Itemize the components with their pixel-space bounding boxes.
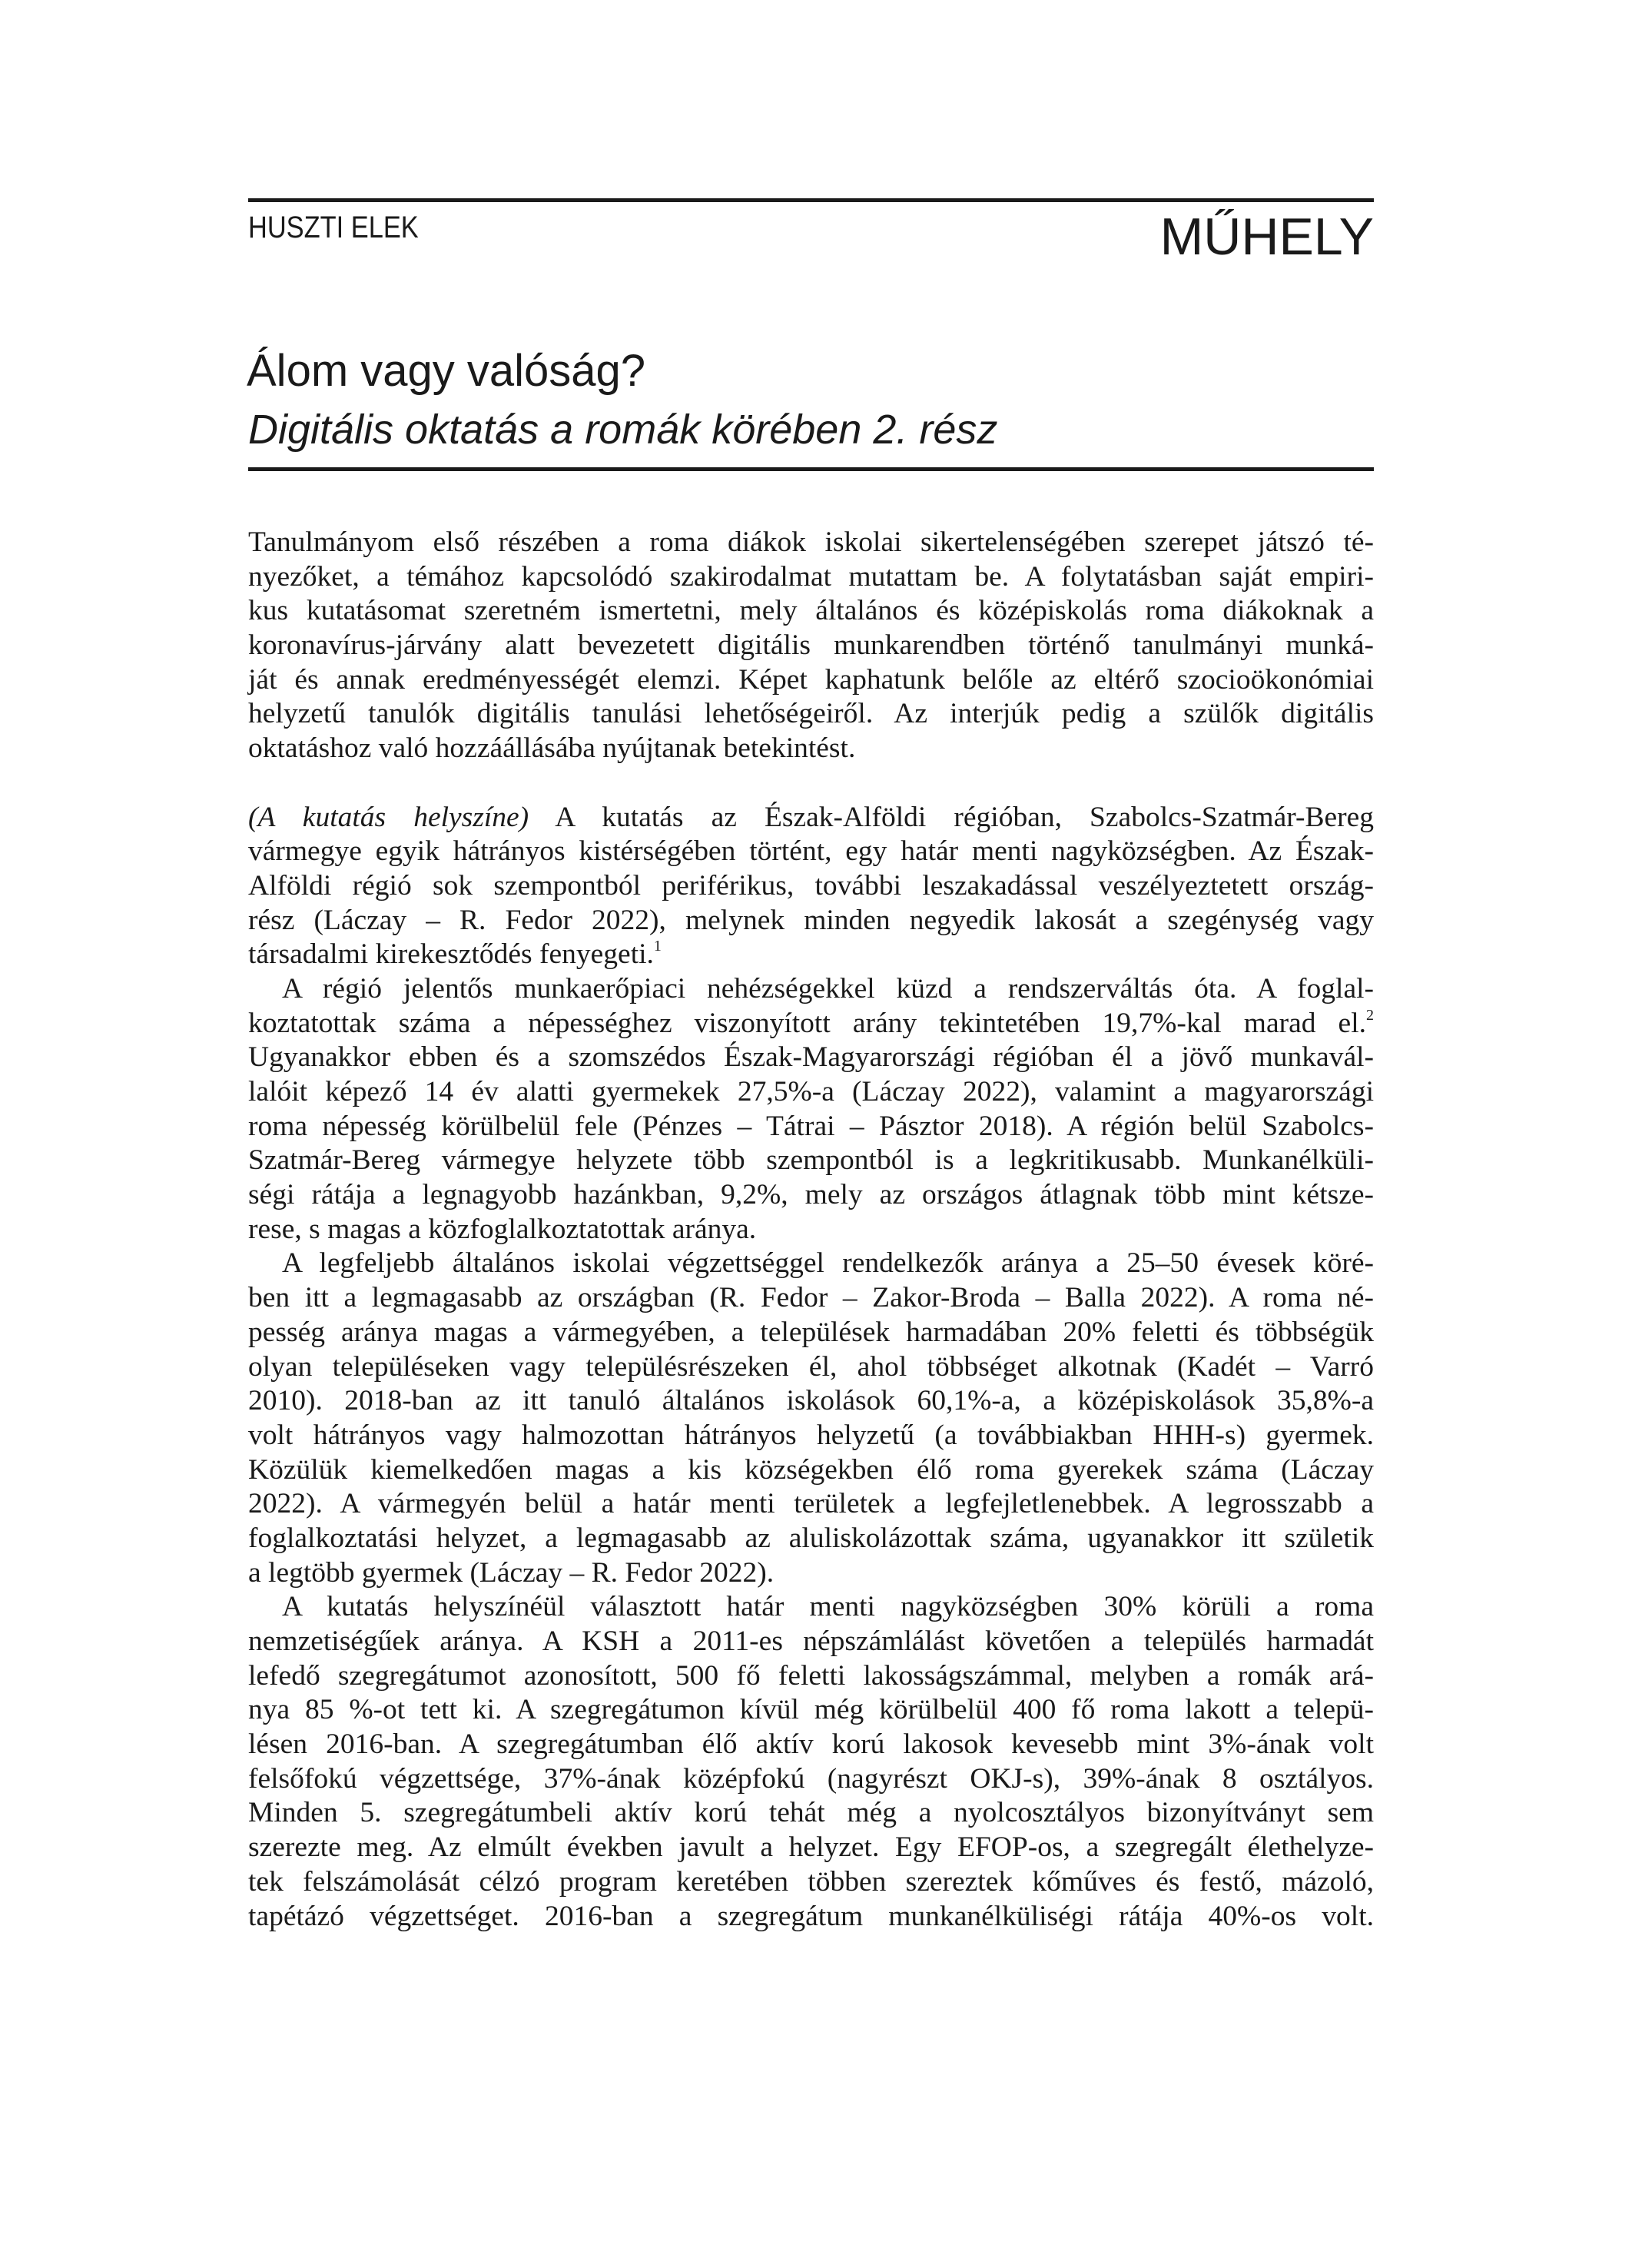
paragraph-research-site — [248, 801, 1374, 972]
text-line: helyzetű tanulók digitális tanulási lehetőségeiről. Az interjúk pedig a szülők digitális — [248, 698, 1374, 730]
text-line: 2022). A vármegyén belül a határ menti területek a legfejletlenebbek. A legrosszabb a — [248, 1488, 1374, 1520]
paragraph-segregate — [248, 1590, 1374, 1934]
text-line: ben itt a legmagasabb az országban (R. Fedor – Zakor-Broda – Balla 2022). A roma né- — [248, 1282, 1374, 1314]
text-line: Alföldi régió sok szempontból periférikus, további leszakadással veszélyeztetett ország- — [248, 869, 1374, 902]
text-line: A kutatás helyszínéül választott határ menti nagyközségben 30% körüli a roma — [282, 1591, 1374, 1623]
text-line: Közülük kiemelkedően magas a kis községekben élő roma gyerekek száma (Láczay — [248, 1453, 1374, 1486]
text-line: lésen 2016-ban. A szegregátumban élő aktív korú lakosok kevesebb mint 3%-ának volt — [248, 1728, 1374, 1761]
text-line — [248, 1007, 1374, 1041]
section-label: MŰHELY — [1159, 208, 1374, 266]
text-line: rész (Láczay – R. Fedor 2022), melynek minden negyedik lakosát a szegénység vagy — [248, 904, 1374, 936]
text-line: oktatáshoz való hozzáállásába nyújtanak betekintést. — [248, 732, 856, 765]
text-segment: koztatottak száma a népességhez viszonyított arány tekintetében 19,7%-kal marad el. — [248, 1007, 1366, 1039]
text-line: Ugyanakkor ebben és a szomszédos Észak-Magyarországi régióban él a jövő munkavál- — [248, 1041, 1374, 1074]
text-line: 2010). 2018-ban az itt tanuló általános iskolások 60,1%-a, a középiskolások 35,8%-a — [248, 1385, 1374, 1417]
text-line: tek felszámolását célzó program keretében többen szereztek kőműves és festő, mázoló, — [248, 1865, 1374, 1898]
text-line: a legtöbb gyermek (Láczay – R. Fedor 2022). — [248, 1556, 775, 1589]
text-line: nemzetiségűek aránya. A KSH a 2011-es népszámlálást követően a település harmadát — [248, 1625, 1374, 1657]
text-segment: társadalmi kirekesztődés fenyegeti. — [248, 938, 654, 971]
text-line: foglalkoztatási helyzet, a legmagasabb az aluliskolázottak száma, ugyanakkor itt születik — [248, 1522, 1374, 1554]
text-line: ját és annak eredményességét elemzi. Képet kaphatunk belőle az eltérő szocioökonómiai — [248, 663, 1374, 696]
header-rule — [248, 198, 1374, 202]
text-line: lalóit képező 14 év alatti gyermekek 27,5%-a (Láczay 2022), valamint a magyarországi — [248, 1076, 1374, 1107]
text-line: Szatmár-Bereg vármegye helyzete több szempontból is a legkritikusabb. Munkanélküli- — [248, 1144, 1374, 1177]
title-rule — [248, 467, 1374, 471]
text-line: felsőfokú végzettsége, 37%-ának középfokú (nagyrészt OKJ-s), 39%-ának 8 osztályos. — [248, 1762, 1374, 1795]
text-line: A legfeljebb általános iskolai végzettséggel rendelkezők aránya a 25–50 évesek köré- — [282, 1247, 1374, 1280]
text-line: lefedő szegregátumot azonosított, 500 fő feletti lakosságszámmal, melyben a romák ará- — [248, 1659, 1374, 1692]
paragraph-education-levels — [248, 1247, 1374, 1590]
text-line: rese, s magas a közfoglalkoztatottak aránya. — [248, 1213, 757, 1245]
text-line: volt hátrányos vagy halmozottan hátrányos helyzetű (a továbbiakban HHH-s) gyermek. — [248, 1419, 1374, 1451]
text-line: pesség aránya magas a vármegyében, a települések harmadában 20% feletti és többségük — [248, 1316, 1374, 1348]
text-line: Minden 5. szegregátumbeli aktív korú tehát még a nyolcosztályos bizonyítványt sem — [248, 1797, 1374, 1829]
text-line: olyan településeken vagy településrészeken él, ahol többséget alkotnak (Kadét – Varró — [248, 1350, 1374, 1383]
footnote-ref[interactable]: 1 — [653, 938, 662, 955]
paragraph-intro — [248, 526, 1374, 766]
text-line: nyezőket, a témához kapcsolódó szakirodalmat mutattam be. A folytatásban saját empiri- — [248, 560, 1374, 593]
paragraph-labor-market — [248, 972, 1374, 1247]
text-line: A régió jelentős munkaerőpiaci nehézségekkel küzd a rendszerváltás óta. A foglal- — [282, 972, 1374, 1004]
article-subtitle: Digitális oktatás a romák körében 2. rész — [248, 407, 998, 453]
text-line: szerezte meg. Az elmúlt években javult a helyzet. Egy EFOP-os, a szegregált élethelyze- — [248, 1831, 1374, 1864]
text-line: kus kutatásomat szeretném ismertetni, mely általános és középiskolás roma diákoknak a — [248, 595, 1374, 627]
text-line — [248, 801, 1374, 835]
article-body — [248, 526, 1374, 1934]
text-line: ségi rátája a legnagyobb hazánkban, 9,2%, mely az országos átlagnak több mint kétsze- — [248, 1179, 1374, 1211]
section-lead-in: (A kutatás helyszíne) — [248, 801, 529, 833]
text-line: roma népesség körülbelül fele (Pénzes – Tátrai – Pásztor 2018). A régión belül Szabolcs- — [248, 1110, 1374, 1142]
text-line: tapétázó végzettséget. 2016-ban a szegregátum munkanélküliségi rátája 40%-os volt. — [248, 1900, 1374, 1932]
author-name: HUSZTI ELEK — [248, 211, 419, 244]
text-line: nya 85 %-ot tett ki. A szegregátumon kívül még körülbelül 400 fő roma lakott a telepü- — [248, 1694, 1374, 1726]
text-line: koronavírus-járvány alatt bevezetett digitális munkarendben történő tanulmányi munká- — [248, 629, 1374, 662]
article-title: Álom vagy valóság? — [247, 346, 646, 396]
text-line: Tanulmányom első részében a roma diákok iskolai sikertelenségében szerepet játszó té- — [248, 526, 1374, 558]
text-segment: A kutatás az Észak-Alföldi régióban, Szabolcs-Szatmár-Bereg — [529, 801, 1374, 833]
text-line — [248, 938, 1374, 972]
footnote-ref[interactable]: 2 — [1366, 1006, 1374, 1024]
paragraph-gap — [248, 766, 1374, 801]
text-line: vármegye egyik hátrányos kistérségében történt, egy határ menti nagyközségben. Az Észak- — [248, 835, 1374, 868]
